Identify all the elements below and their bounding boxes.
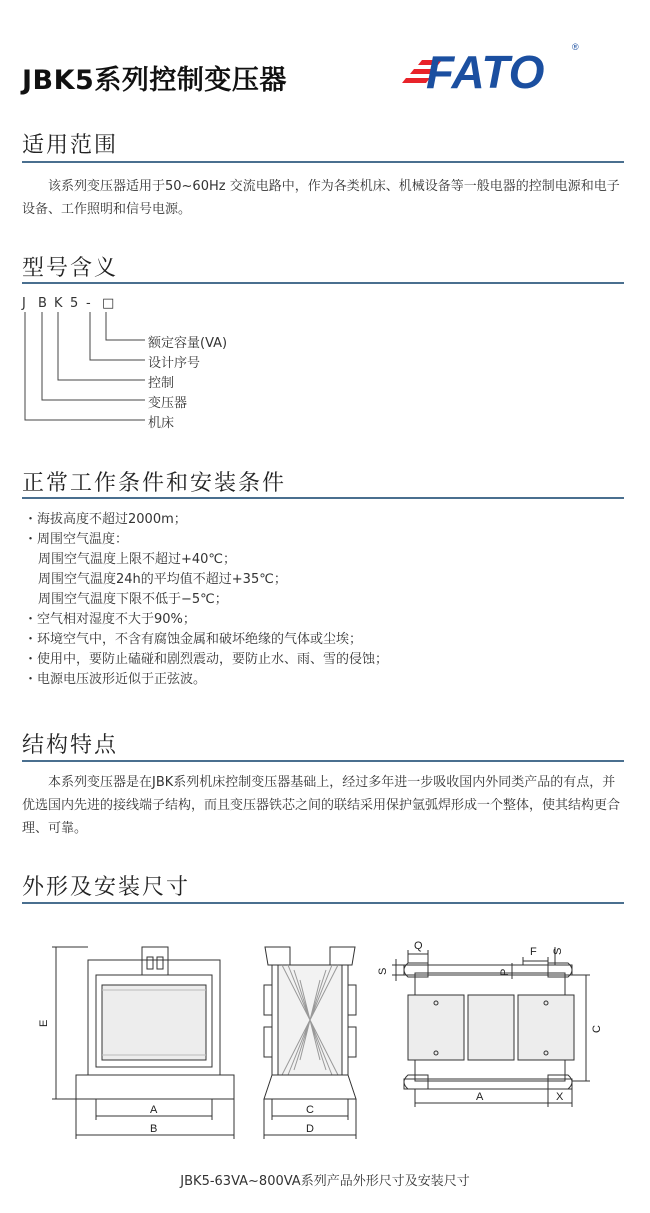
dim-label-s-right: S <box>552 947 564 955</box>
model-code <box>22 296 118 311</box>
side-top-left <box>265 947 290 965</box>
legend-control: 控制 <box>148 376 175 391</box>
legend-design-no: 设计序号 <box>148 356 201 371</box>
dim-label-x: X <box>556 1091 564 1103</box>
section-divider <box>22 282 624 284</box>
side-base <box>264 1075 356 1099</box>
scope-paragraph: 该系列变压器适用于50~60Hz 交流电路中，作为各类机床、机械设备等一般电器的控制电源和电子设备、工作照明和信号电源。 <box>22 179 620 217</box>
code-char: B <box>38 296 47 311</box>
dim-label-e: E <box>38 1019 50 1027</box>
logo-text: FATO <box>426 46 545 98</box>
code-char: J <box>22 296 26 311</box>
section-divider <box>22 161 624 163</box>
list-item: 周围空气温度下限不低于−5℃； <box>38 592 228 607</box>
code-char: K <box>54 296 63 311</box>
section-divider <box>22 760 624 762</box>
list-item: 周围空气温度上限不超过+40℃； <box>38 552 237 567</box>
list-item: ・环境空气中，不含有腐蚀金属和破坏绝缘的气体或尘埃； <box>24 632 363 647</box>
page-title: JBK5系列控制变压器 <box>22 65 287 96</box>
list-item: ・使用中，要防止磕碰和剧烈震动，要防止水、雨、雪的侵蚀； <box>24 652 389 667</box>
structure-paragraph: 本系列变压器是在JBK系列机床控制变压器基础上，经过多年进一步吸收国内外同类产品的有点，并优选国内先进的接线端子结构，而且变压器铁芯之间的联结采用保护氩弧焊形成一个整体，使其结构更合理、可靠。 <box>22 775 621 836</box>
section-heading-scope: 适用范围 <box>22 133 119 158</box>
section-divider <box>22 902 624 904</box>
model-legend-lines <box>20 312 150 430</box>
section-divider <box>22 497 624 499</box>
dim-label-a: A <box>150 1104 158 1116</box>
dim-label-c-right: C <box>591 1025 603 1033</box>
dim-label-a-mount: A <box>476 1091 484 1103</box>
list-item: ・海拔高度不超过2000m； <box>24 512 187 527</box>
dim-label-p: P <box>499 968 511 976</box>
front-base <box>76 1075 234 1099</box>
dim-label-s-left: S <box>377 967 389 975</box>
list-item: ・电源电压波形近似于正弦波。 <box>24 672 207 687</box>
section-heading-conditions: 正常工作条件和安装条件 <box>22 471 287 496</box>
figure-caption: JBK5-63VA~800VA系列产品外形尺寸及安装尺寸 <box>180 1174 470 1189</box>
dim-label-d: D <box>306 1123 314 1135</box>
dimension-drawing <box>40 935 630 1150</box>
front-terminal <box>142 947 168 975</box>
legend-capacity: 额定容量(VA) <box>148 336 228 351</box>
conditions-list <box>24 510 388 690</box>
dim-label-f: F <box>530 946 537 958</box>
fato-logo <box>400 38 585 96</box>
dim-label-q: Q <box>414 940 423 952</box>
legend-transformer: 变压器 <box>148 396 188 411</box>
code-char: - <box>86 296 91 311</box>
dim-label-b: B <box>150 1123 158 1135</box>
dim-label-c: C <box>306 1104 314 1116</box>
list-item: ・空气相对湿度不大于90%； <box>24 612 196 627</box>
list-item: ・周围空气温度： <box>24 532 129 547</box>
section-heading-dimensions: 外形及安装尺寸 <box>22 875 191 900</box>
section-heading-structure: 结构特点 <box>22 733 119 758</box>
section-heading-model: 型号含义 <box>22 256 119 281</box>
list-item: 周围空气温度24h的平均值不超过+35℃； <box>38 572 287 587</box>
legend-machine-tool: 机床 <box>148 416 175 431</box>
code-char: 5 <box>70 296 79 311</box>
registered-mark: ® <box>572 42 579 52</box>
code-char: □ <box>102 296 115 311</box>
